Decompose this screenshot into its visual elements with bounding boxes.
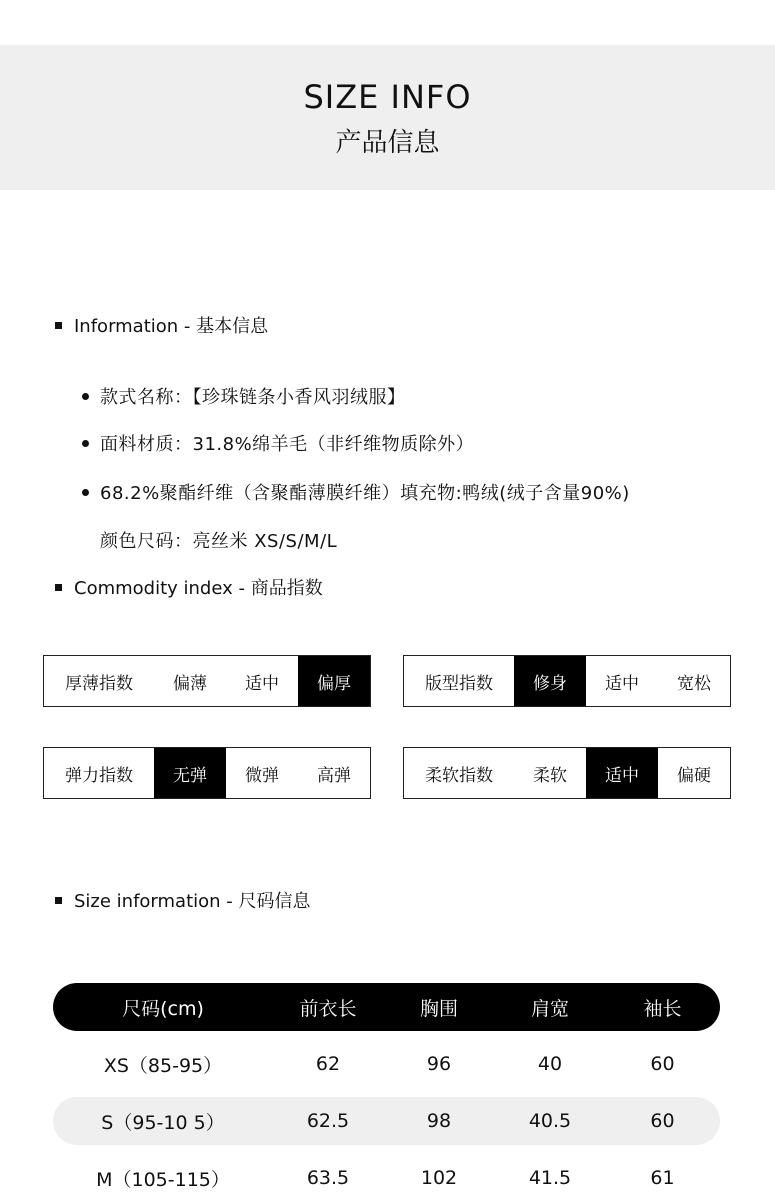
index-option: 高弹 (317, 765, 351, 786)
square-bullet-icon (55, 322, 62, 329)
info-line-style (82, 383, 406, 409)
index-option: 偏薄 (173, 673, 207, 694)
table-cell: 61 (650, 1167, 675, 1189)
table-cell: XS（85-95） (103, 1054, 223, 1077)
info-line-text: 68.2%聚酯纤维（含聚酯薄膜纤维）填充物:鸭绒(绒子含量90%) (100, 483, 630, 504)
header-banner (0, 45, 775, 190)
commodity-heading (55, 574, 323, 600)
index-option: 适中 (245, 673, 279, 694)
index-option-selected: 适中 (586, 748, 658, 798)
column-header: 袖长 (643, 997, 682, 1020)
dot-bullet-icon (82, 489, 89, 496)
size-table (53, 983, 720, 1202)
index-option: 适中 (605, 673, 639, 694)
table-cell: 62.5 (306, 1110, 350, 1132)
dot-bullet-icon (82, 393, 89, 400)
index-option-selected: 无弹 (154, 748, 226, 798)
table-cell: 41.5 (528, 1167, 572, 1189)
table-cell: S（95-10 5） (101, 1111, 225, 1134)
square-bullet-icon (55, 897, 62, 904)
column-header: 胸围 (419, 997, 458, 1020)
column-header: 肩宽 (530, 997, 569, 1020)
info-line-text: 面料材质：31.8%绵羊毛（非纤维物质除外） (100, 434, 475, 455)
index-softness (403, 747, 731, 799)
table-row (53, 1097, 720, 1145)
page-title: SIZE INFO (303, 78, 472, 116)
table-cell: 63.5 (306, 1167, 350, 1189)
index-thickness (43, 655, 371, 707)
page-subtitle: 产品信息 (335, 128, 440, 158)
table-cell: 60 (650, 1110, 675, 1132)
info-line-text: 颜色尺码：亮丝米 XS/S/M/L (100, 531, 338, 552)
table-row (53, 1154, 720, 1202)
index-option: 微弹 (245, 765, 279, 786)
column-header: 前衣长 (299, 997, 357, 1020)
table-cell: 60 (650, 1053, 675, 1075)
index-option: 柔软 (533, 765, 567, 786)
information-heading-text: Information - 基本信息 (74, 316, 269, 337)
info-line-fabric (82, 430, 474, 456)
table-cell: 102 (420, 1167, 458, 1189)
table-cell: 40.5 (528, 1110, 572, 1132)
information-heading (55, 312, 268, 338)
table-row (53, 1040, 720, 1088)
index-option-selected: 修身 (514, 656, 586, 706)
column-header: 尺码(cm) (122, 997, 204, 1020)
size-table-header (53, 983, 720, 1031)
table-cell: M（105-115） (96, 1168, 230, 1191)
index-label: 厚薄指数 (65, 673, 133, 694)
table-cell: 40 (537, 1053, 563, 1075)
index-label: 柔软指数 (425, 765, 493, 786)
index-label: 弹力指数 (65, 765, 133, 786)
size-info-heading (55, 887, 311, 913)
index-label: 版型指数 (425, 673, 493, 694)
index-fit (403, 655, 731, 707)
dot-bullet-icon (82, 440, 89, 447)
table-cell: 96 (426, 1053, 452, 1075)
index-option: 偏硬 (677, 765, 711, 786)
table-cell: 62 (315, 1053, 341, 1075)
commodity-heading-text: Commodity index - 商品指数 (74, 578, 323, 599)
info-line-color-size (100, 527, 337, 553)
info-line-text: 款式名称：【珍珠链条小香风羽绒服】 (100, 387, 406, 408)
table-cell: 98 (426, 1110, 452, 1132)
info-line-composition (82, 479, 630, 505)
square-bullet-icon (55, 584, 62, 591)
index-elasticity (43, 747, 371, 799)
index-option: 宽松 (677, 673, 711, 694)
index-option-selected: 偏厚 (298, 656, 370, 706)
size-info-heading-text: Size information - 尺码信息 (74, 891, 311, 912)
